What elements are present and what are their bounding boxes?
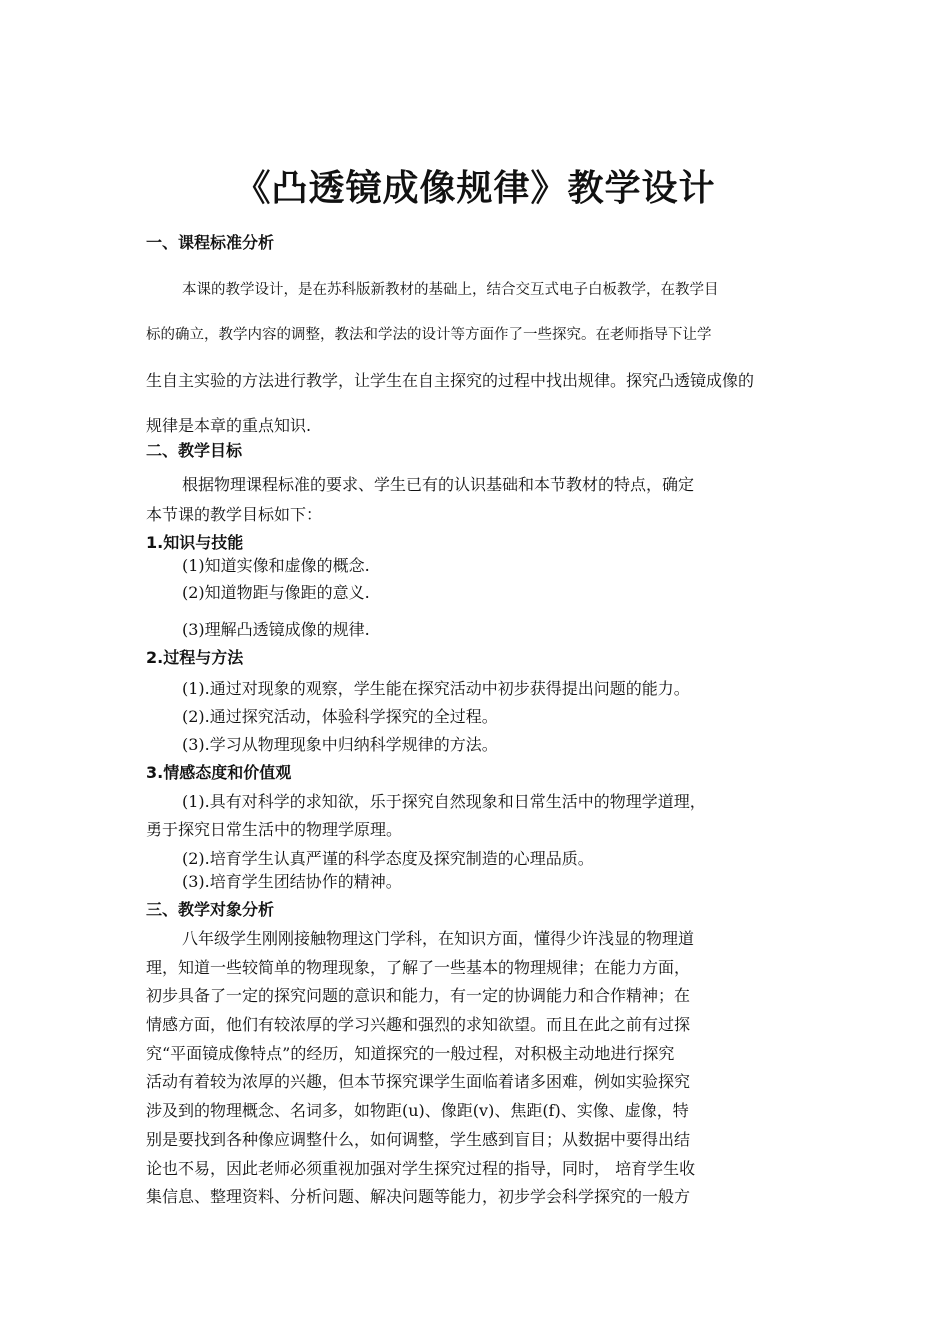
subheading-knowledge: 1.知识与技能	[146, 533, 244, 552]
list-item-continuation: 勇于探究日常生活中的物理学原理。	[146, 820, 403, 839]
list-item: (3)理解凸透镜成像的规律.	[182, 620, 370, 639]
paragraph-line: 初步具备了一定的探究问题的意识和能力，有一定的协调能力和合作精神；在	[146, 986, 691, 1005]
section-heading-students: 三、教学对象分析	[146, 900, 275, 919]
paragraph-line: 本课的教学设计，是在苏科版新教材的基础上，结合交互式电子白板教学，在教学目	[182, 282, 719, 298]
list-item: (2)知道物距与像距的意义.	[182, 583, 370, 602]
subheading-attitude: 3.情感态度和价值观	[146, 763, 292, 782]
paragraph-line: 别是要找到各种像应调整什么，如何调整，学生感到盲目；从数据中要得出结	[146, 1130, 691, 1149]
list-item: (3).培育学生团结协作的精神。	[182, 872, 402, 891]
paragraph-line: 八年级学生刚刚接触物理这门学科，在知识方面，懂得少许浅显的物理道	[182, 929, 695, 948]
paragraph-line: 根据物理课程标准的要求、学生已有的认识基础和本节教材的特点，确定	[182, 475, 695, 494]
paragraph-line: 究“平面镜成像特点”的经历，知道探究的一般过程，对积极主动地进行探究	[146, 1044, 675, 1063]
page-title: 《凸透镜成像规律》教学设计	[234, 168, 716, 209]
paragraph-line: 生自主实验的方法进行教学，让学生在自主探究的过程中找出规律。探究凸透镜成像的	[146, 371, 755, 390]
paragraph-line: 集信息、整理资料、分析问题、解决问题等能力，初步学会科学探究的一般方	[146, 1187, 691, 1206]
paragraph-line: 情感方面，他们有较浓厚的学习兴趣和强烈的求知欲望。而且在此之前有过探	[146, 1015, 691, 1034]
paragraph-line: 活动有着较为浓厚的兴趣，但本节探究课学生面临着诸多困难，例如实验探究	[146, 1072, 691, 1091]
section-heading-curriculum: 一、课程标准分析	[146, 233, 275, 252]
paragraph-line: 涉及到的物理概念、名词多，如物距(u)、像距(v)、焦距(f)、实像、虚像，特	[146, 1101, 689, 1120]
paragraph-line: 理，知道一些较简单的物理现象，了解了一些基本的物理规律；在能力方面，	[146, 958, 691, 977]
list-item: (3).学习从物理现象中归纳科学规律的方法。	[182, 735, 498, 754]
paragraph-line: 标的确立，教学内容的调整，教法和学法的设计等方面作了一些探究。在老师指导下让学	[146, 327, 712, 343]
list-item: (1)知道实像和虚像的概念.	[182, 556, 370, 575]
subheading-process: 2.过程与方法	[146, 648, 244, 667]
paragraph-line: 论也不易，因此老师必须重视加强对学生探究过程的指导，同时， 培育学生收	[146, 1159, 696, 1178]
paragraph-line: 规律是本章的重点知识.	[146, 416, 312, 435]
list-item: (2).培育学生认真严谨的科学态度及探究制造的心理品质。	[182, 849, 594, 868]
list-item: (1).具有对科学的求知欲，乐于探究自然现象和日常生活中的物理学道理，	[182, 792, 706, 811]
section-heading-goals: 二、教学目标	[146, 441, 243, 460]
list-item: (2).通过探究活动，体验科学探究的全过程。	[182, 707, 498, 726]
list-item: (1).通过对现象的观察，学生能在探究活动中初步获得提出问题的能力。	[182, 679, 690, 698]
paragraph-line: 本节课的教学目标如下：	[146, 505, 323, 524]
